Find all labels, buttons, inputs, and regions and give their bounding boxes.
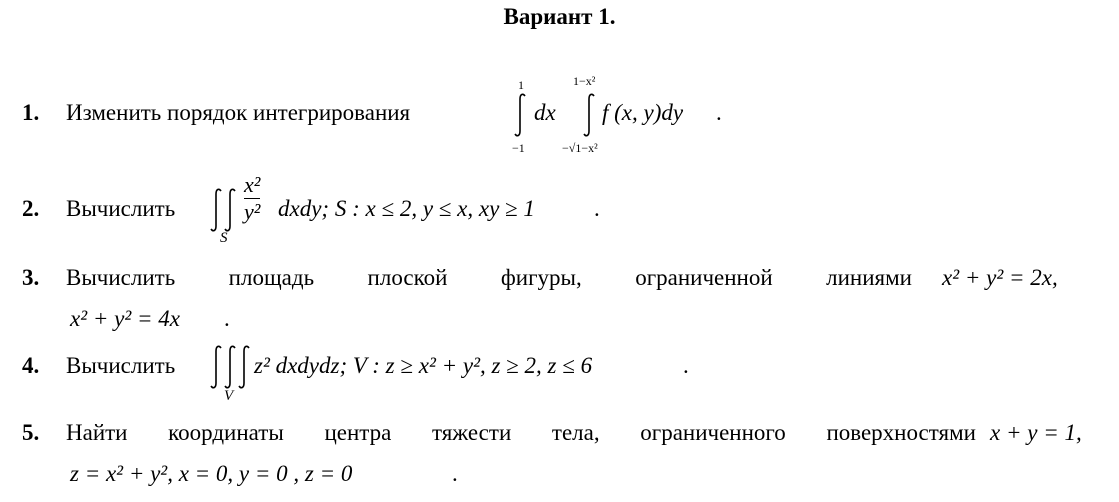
- triple-integral-icon: [208, 345, 256, 389]
- item-5-word: центра: [324, 420, 392, 445]
- item-4-number: 4.: [22, 353, 40, 378]
- item-4-end: .: [683, 353, 689, 378]
- item-5-equation-1: x + y = 1,: [990, 420, 1082, 445]
- outer-differential: dx: [534, 100, 556, 125]
- item-3-word: ограниченной: [635, 265, 773, 290]
- inner-upper-limit: 1−x²: [573, 74, 596, 88]
- outer-integral-icon: [512, 93, 530, 137]
- outer-lower-limit: −1: [512, 141, 525, 155]
- item-3-equation-2: x² + y² = 4x: [70, 306, 180, 331]
- item-1-end: .: [716, 100, 722, 125]
- item-4-conditions: z² dxdydz; V : z ≥ x² + y², z ≥ 2, z ≤ 6: [254, 353, 593, 378]
- fraction-numerator: x²: [244, 172, 261, 197]
- item-3-word: Вычислить: [66, 265, 176, 290]
- item-1-text: Изменить порядок интегрирования: [66, 100, 411, 125]
- page-title: Вариант 1.: [503, 4, 616, 29]
- item-5-text: [66, 420, 976, 446]
- item-5-word: тела,: [551, 420, 600, 445]
- item-1-number: 1.: [22, 100, 40, 125]
- item-2-conditions: dxdy; S : x ≤ 2, y ≤ x, xy ≥ 1: [278, 196, 535, 221]
- item-5-word: поверхностями: [826, 420, 976, 445]
- fraction-denominator: y²: [244, 199, 261, 224]
- inner-integral-icon: [581, 93, 599, 137]
- item-5-word: координаты: [168, 420, 284, 445]
- item-3-word: фигуры,: [500, 265, 582, 290]
- item-2-text: Вычислить: [66, 196, 176, 221]
- item-5-word: Найти: [66, 420, 128, 445]
- item-5-word: тяжести: [431, 420, 512, 445]
- item-3-text: [66, 265, 912, 291]
- item-3-end: .: [224, 306, 230, 331]
- fraction: [244, 172, 260, 225]
- integrand: f (x, y)dy: [602, 100, 684, 125]
- item-3-number: 3.: [22, 265, 40, 290]
- item-3-word: площадь: [228, 265, 315, 290]
- item-3-word: плоской: [367, 265, 448, 290]
- item-2-number: 2.: [22, 196, 40, 221]
- double-integral-icon: [208, 188, 242, 232]
- item-5-number: 5.: [22, 420, 40, 445]
- item-5-equation-2: z = x² + y², x = 0, y = 0 , z = 0: [70, 461, 353, 486]
- item-5-end: .: [452, 461, 458, 486]
- region-s: S: [220, 230, 228, 246]
- item-3-equation-1: x² + y² = 2x,: [942, 265, 1058, 290]
- region-v: V: [224, 388, 234, 404]
- item-4-text: Вычислить: [66, 353, 176, 378]
- inner-lower-limit: −√1−x²: [562, 141, 598, 155]
- item-3-word: линиями: [826, 265, 912, 290]
- item-5-word: ограниченного: [640, 420, 786, 445]
- item-2-end: .: [594, 196, 600, 221]
- outer-upper-limit: 1: [518, 78, 524, 92]
